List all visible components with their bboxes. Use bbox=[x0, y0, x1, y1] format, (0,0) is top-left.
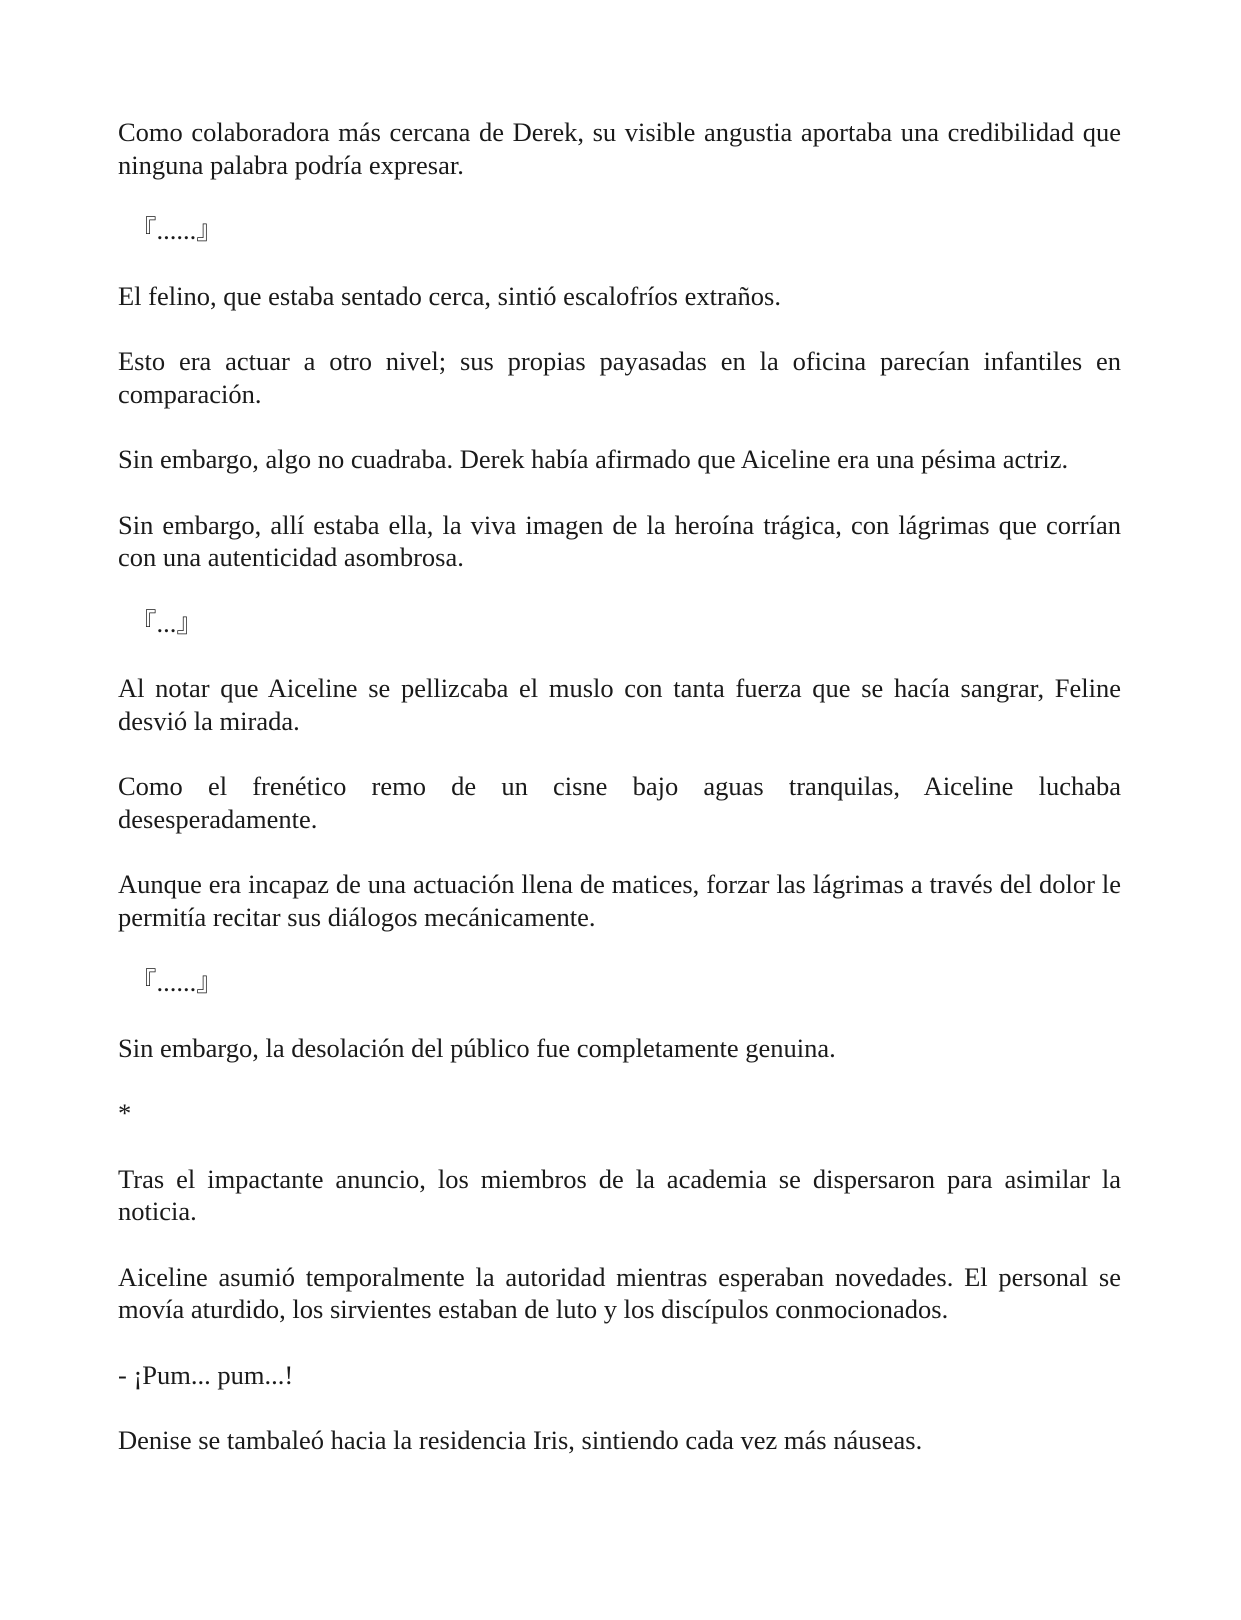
sound-effect-line: - ¡Pum... pum...! bbox=[118, 1359, 294, 1390]
paragraph: Sin embargo, la desolación del público fue completamente genuina. bbox=[118, 1032, 836, 1063]
dialogue-line: 『......』 bbox=[130, 215, 223, 245]
dialogue-line: 『......』 bbox=[130, 967, 223, 997]
paragraph: Sin embargo, allí estaba ella, la viva imagen de la heroína trágica, con lágrimas que corrían con una autenticidad asombrosa. bbox=[118, 509, 1121, 572]
paragraph: Al notar que Aiceline se pellizcaba el muslo con tanta fuerza que se hacía sangrar, Feline desvió la mirada. bbox=[118, 673, 1121, 736]
paragraph: Aunque era incapaz de una actuación llena de matices, forzar las lágrimas a través del dolor le permitía recitar sus diálogos mecánicamente. bbox=[118, 869, 1121, 932]
dialogue-line: 『...』 bbox=[130, 607, 203, 638]
paragraph: Sin embargo, algo no cuadraba. Derek había afirmado que Aiceline era una pésima actriz. bbox=[118, 444, 1069, 474]
body-text bbox=[118, 116, 1121, 1490]
paragraph: El felino, que estaba sentado cerca, sintió escalofríos extraños. bbox=[118, 280, 781, 311]
paragraph: Como el frenético remo de un cisne bajo aguas tranquilas, Aiceline luchaba desesperadamente. bbox=[118, 771, 1121, 834]
paragraph: Como colaboradora más cercana de Derek, su visible angustia aportaba una credibilidad que ninguna palabra podría expresar. bbox=[118, 117, 1121, 180]
paragraph: Esto era actuar a otro nivel; sus propias payasadas en la oficina parecían infantiles en comparación. bbox=[118, 346, 1121, 409]
paragraph: Tras el impactante anuncio, los miembros de la academia se dispersaron para asimilar la noticia. bbox=[118, 1163, 1121, 1226]
paragraph: Denise se tambaleó hacia la residencia Iris, sintiendo cada vez más náuseas. bbox=[118, 1425, 923, 1455]
scene-break-asterisk: * bbox=[118, 1098, 132, 1128]
paragraph: Aiceline asumió temporalmente la autoridad mientras esperaban novedades. El personal se movía aturdido, los sirvientes estaban de luto y los discípulos conmocionados. bbox=[118, 1261, 1121, 1324]
